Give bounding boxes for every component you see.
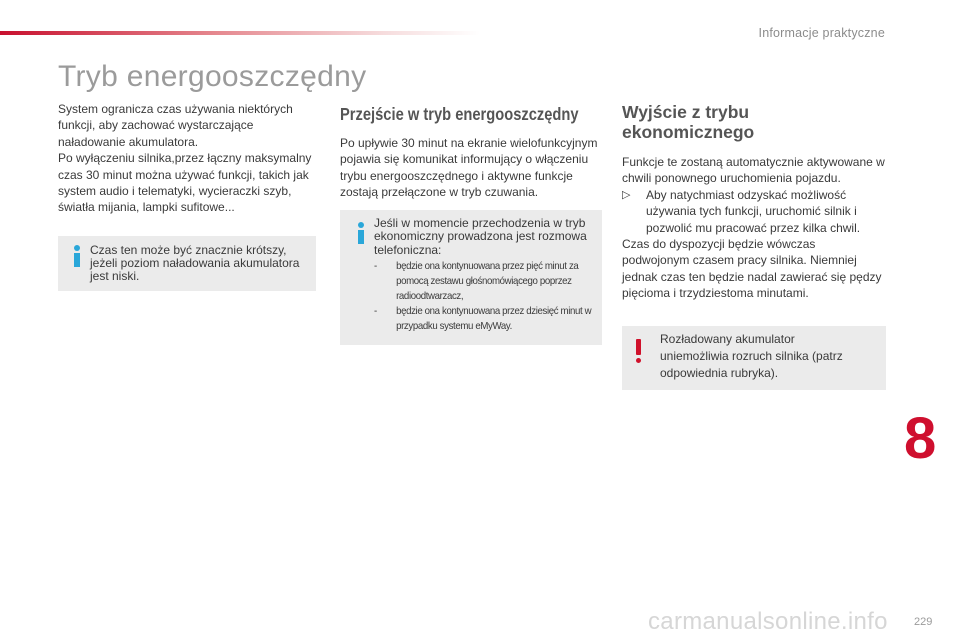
top-accent-bar <box>0 31 480 35</box>
exiting-mode-paragraph-1: Funkcje te zostaną automatycznie aktywowane w chwili ponownego uruchomienia pojazdu. <box>622 155 885 186</box>
info-icon <box>354 222 368 244</box>
info-box-phone-call <box>340 210 602 346</box>
section-header: Informacje praktyczne <box>758 26 885 40</box>
watermark: carmanualsonline.info <box>648 608 888 635</box>
column-entering-mode <box>340 104 602 345</box>
page-number: 229 <box>914 616 933 628</box>
info-box-battery-text: Czas ten może być znacznie krótszy, jeżeli poziom naładowania akumulatora jest niski. <box>90 242 300 283</box>
heading-line-2: ekonomicznego <box>622 122 755 142</box>
list-item: - będzie ona kontynuowana przez dziesięć minut w przypadku systemu eMyWay. <box>374 305 592 333</box>
phone-call-list <box>374 259 594 334</box>
warning-box-battery <box>622 326 886 390</box>
column-intro <box>58 101 316 291</box>
intro-paragraph-2: Po wyłączeniu silnika,przez łączny maksymalny czas 30 minut można używać funkcji, takich jak system audio i telematyki, wycieraczki szyb, światła mijania, lampki sufitowe... <box>58 151 312 215</box>
warning-box-text: Rozładowany akumulator uniemożliwia rozruch silnika (patrz odpowiednia rubryka). <box>660 331 843 380</box>
exiting-mode-paragraph-2: Czas do dyspozycji będzie wówczas podwojonym czasem pracy silnika. Niemniej jednak czas ten będzie nadal zawierać się pędzy pięcioma i trzydziestoma minutami. <box>622 237 882 301</box>
info-icon <box>70 245 84 267</box>
entering-mode-paragraph: Po upływie 30 minut na ekranie wielofunkcyjnym pojawia się komunikat informujący o włączeniu trybu energooszczędnego i aktywne funkcje zostają przełączone w tryb czuwania. <box>340 136 598 200</box>
heading-entering-mode: Przejście w tryb energooszczędny <box>340 104 579 124</box>
chapter-number: 8 <box>904 406 937 471</box>
bullet-text: Aby natychmiast odzyskać możliwość używania tych funkcji, uruchomić silnik i pozwolić mu pracować przez kilka chwil. <box>646 187 861 235</box>
column-exiting-mode <box>622 102 886 390</box>
exclamation-icon <box>634 339 644 363</box>
list-item: - będzie ona kontynuowana przez pięć minut za pomocą zestawu głośnomówiącego poprzez radioodtwarzacz, <box>374 260 579 303</box>
intro-paragraph-1: System ogranicza czas używania niektórych funkcji, aby zachować wystarczające naładowanie akumulatora. <box>58 102 293 149</box>
heading-exiting-mode <box>622 102 886 142</box>
phone-call-intro: Jeśli w momencie przechodzenia w tryb ekonomiczny prowadzona jest rozmowa telefoniczna: <box>374 215 587 257</box>
exiting-mode-bullet <box>622 187 886 236</box>
heading-line-1: Wyjście z trybu <box>622 102 750 122</box>
info-box-battery <box>58 236 316 291</box>
page-title: Tryb energooszczędny <box>58 60 367 93</box>
arrow-bullet-icon: ▷ <box>622 188 631 201</box>
